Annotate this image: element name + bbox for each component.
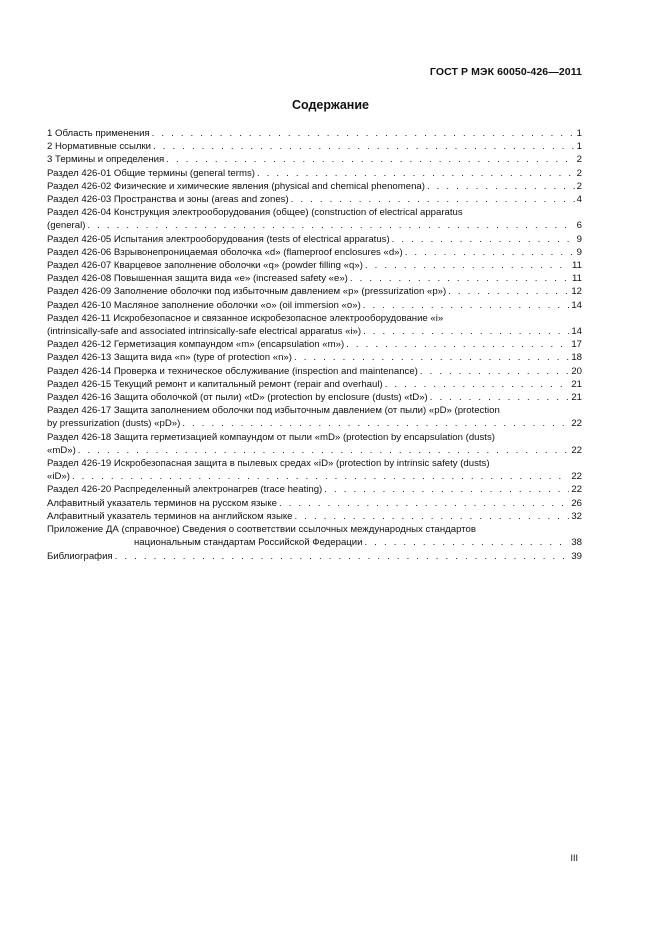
toc-entry[interactable] — [47, 285, 582, 298]
toc-entry[interactable] — [47, 550, 582, 563]
toc-entry-title-line: Раздел 426-04 Конструкция электрооборудования (общее) (construction of electrical apparatus — [47, 207, 463, 219]
toc-entry[interactable] — [47, 391, 582, 404]
toc-entry-page: 9 — [576, 246, 582, 258]
toc-entry-page: 26 — [571, 497, 582, 509]
toc-entry-page: 22 — [571, 471, 582, 483]
toc-entry-page: 21 — [571, 392, 582, 404]
dot-leader — [363, 325, 569, 338]
toc-entry-page: 22 — [571, 484, 582, 496]
toc-entry-title: Раздел 426-12 Герметизация компаундом «m» (encapsulation «m») — [47, 339, 345, 351]
dot-leader — [279, 497, 569, 510]
toc-entry[interactable] — [47, 233, 582, 246]
toc-entry-page: 20 — [571, 365, 582, 377]
dot-leader — [294, 351, 569, 364]
toc-entry[interactable] — [47, 299, 582, 312]
dot-leader — [78, 444, 570, 457]
dot-leader — [166, 153, 574, 166]
toc-entry[interactable] — [47, 193, 582, 206]
toc-entry[interactable] — [47, 167, 582, 180]
toc-entry-page: 9 — [576, 233, 582, 245]
toc-entry[interactable] — [47, 483, 582, 496]
toc-entry-title: «mD») — [47, 444, 76, 456]
toc-entry-title: Раздел 426-02 Физические и химические явления (physical and chemical phenomena) — [47, 180, 425, 192]
dot-leader — [430, 391, 570, 404]
toc-entry-page: 1 — [576, 128, 582, 139]
toc-entry[interactable] — [47, 246, 582, 259]
toc-entry-title: Библиография — [47, 550, 113, 562]
toc-entry[interactable] — [47, 272, 582, 285]
toc-entry[interactable] — [47, 457, 582, 483]
toc-entry-page: 12 — [571, 286, 582, 298]
dot-leader — [72, 470, 569, 483]
toc-entry-page: 6 — [576, 220, 582, 232]
toc-entry-page: 1 — [576, 141, 582, 153]
dot-leader — [385, 378, 570, 391]
toc-entry[interactable] — [47, 431, 582, 457]
toc-entry-title-line: Раздел 426-17 Защита заполнением оболочки под избыточным давлением (от пыли) «pD» (protection — [47, 405, 500, 417]
toc-entry[interactable] — [47, 497, 582, 510]
page-number: III — [570, 853, 578, 863]
toc-entry-title: «iD») — [47, 471, 70, 483]
dot-leader — [392, 233, 575, 246]
dot-leader — [448, 285, 569, 298]
dot-leader — [87, 219, 574, 232]
toc-entry-title: Раздел 426-01 Общие термины (general terms) — [47, 167, 255, 179]
toc-entry-page: 14 — [571, 326, 582, 338]
toc-entry-page: 21 — [571, 378, 582, 390]
toc-entry[interactable] — [47, 338, 582, 351]
toc-entry[interactable] — [47, 153, 582, 166]
dot-leader — [365, 536, 570, 549]
toc-entry-page: 14 — [571, 299, 582, 311]
toc-entry-page: 32 — [571, 510, 582, 522]
toc-entry-page: 22 — [571, 444, 582, 456]
toc-entry[interactable] — [47, 140, 582, 153]
dot-leader — [291, 193, 575, 206]
toc-entry-title-line: Раздел 426-18 Защита герметизацией компаундом от пыли «mD» (protection by encapsulation (dusts) — [47, 431, 495, 443]
dot-leader — [152, 127, 575, 140]
toc-entry-page: 2 — [576, 167, 582, 179]
dot-leader — [427, 180, 575, 193]
table-of-contents — [47, 127, 582, 563]
toc-entry-title: Раздел 426-07 Кварцевое заполнение оболочки «q» (powder filling «q») — [47, 260, 363, 272]
toc-entry-title: Алфавитный указатель терминов на английском языке — [47, 510, 293, 522]
toc-entry[interactable] — [47, 365, 582, 378]
toc-entry[interactable] — [47, 404, 582, 430]
toc-entry-page: 11 — [572, 273, 582, 285]
dot-leader — [257, 167, 575, 180]
toc-entry-title: Раздел 426-06 Взрывонепроницаемая оболочка «d» (flameproof enclosures «d») — [47, 246, 403, 258]
toc-entry-title: Раздел 426-14 Проверка и техническое обслуживание (inspection and maintenance) — [47, 365, 418, 377]
dot-leader — [324, 483, 569, 496]
toc-entry-page: 39 — [571, 550, 582, 562]
toc-entry-title-line: Приложение ДА (справочное) Сведения о соответствии ссылочных международных стандартов — [47, 524, 476, 536]
toc-entry-title: Раздел 426-20 Распределенный электронагрев (trace heating) — [47, 484, 323, 496]
toc-entry[interactable] — [47, 180, 582, 193]
toc-entry-title: 2 Нормативные ссылки — [47, 141, 152, 153]
toc-entry-title: 3 Термины и определения — [47, 154, 165, 166]
toc-entry-title: национальным стандартам Российской Федерации — [134, 537, 363, 549]
toc-entry-page: 2 — [576, 180, 582, 192]
dot-leader — [420, 365, 569, 378]
toc-entry-title: 1 Область применения — [47, 128, 150, 139]
toc-entry[interactable] — [47, 259, 582, 272]
document-header: ГОСТ Р МЭК 60050-426—2011 — [429, 66, 582, 78]
dot-leader — [365, 259, 570, 272]
toc-entry-title-line: Раздел 426-19 Искробезопасная защита в пылевых средах «iD» (protection by intrinsic safety (dusts) — [47, 458, 490, 470]
toc-entry-page: 18 — [571, 352, 582, 364]
dot-leader — [182, 417, 569, 430]
toc-entry[interactable] — [47, 523, 582, 549]
toc-entry-title: Раздел 426-16 Защита оболочкой (от пыли) «tD» (protection by enclosure (dusts) «tD») — [47, 392, 428, 404]
toc-entry-title: Раздел 426-08 Повышенная защита вида «е» (increased safety «е») — [47, 273, 348, 285]
dot-leader — [346, 338, 569, 351]
toc-entry[interactable] — [47, 206, 582, 232]
toc-entry[interactable] — [47, 378, 582, 391]
toc-entry-page: 22 — [571, 418, 582, 430]
dot-leader — [295, 510, 570, 523]
dot-leader — [115, 550, 570, 563]
dot-leader — [363, 299, 570, 312]
toc-entry-title: Раздел 426-03 Пространства и зоны (areas and zones) — [47, 194, 289, 206]
toc-entry-title-line: Раздел 426-11 Искробезопасное и связанное искробезопасное электрооборудование «i» — [47, 312, 444, 324]
toc-entry[interactable] — [47, 351, 582, 364]
toc-entry-page: 2 — [576, 154, 582, 166]
toc-entry[interactable] — [47, 127, 582, 140]
dot-leader — [350, 272, 570, 285]
toc-entry-title: by pressurization (dusts) «pD») — [47, 418, 181, 430]
dot-leader — [405, 246, 575, 259]
toc-entry-page: 4 — [576, 194, 582, 206]
dot-leader — [153, 140, 575, 153]
toc-entry-title: (general) — [47, 220, 86, 232]
toc-entry-title: Алфавитный указатель терминов на русском языке — [47, 497, 277, 509]
toc-entry-page: 17 — [571, 339, 582, 351]
toc-entry-title: Раздел 426-13 Защита вида «n» (type of protection «n») — [47, 352, 292, 364]
toc-entry-title: (intrinsically-safe and associated intrinsically-safe electrical apparatus «i») — [47, 326, 362, 338]
toc-entry-page: 11 — [572, 260, 582, 272]
toc-entry-title: Раздел 426-10 Масляное заполнение оболочки «о» (oil immersion «о») — [47, 299, 361, 311]
page-title: Содержание — [291, 98, 369, 112]
toc-entry-page: 38 — [571, 537, 582, 549]
toc-entry-title: Раздел 426-09 Заполнение оболочки под избыточным давлением «р» (pressurization «р») — [47, 286, 447, 298]
toc-entry[interactable] — [47, 312, 582, 338]
toc-entry-title: Раздел 426-15 Текущий ремонт и капитальный ремонт (repair and overhaul) — [47, 378, 383, 390]
toc-entry[interactable] — [47, 510, 582, 523]
toc-entry-title: Раздел 426-05 Испытания электрооборудования (tests of electrical apparatus) — [47, 233, 390, 245]
